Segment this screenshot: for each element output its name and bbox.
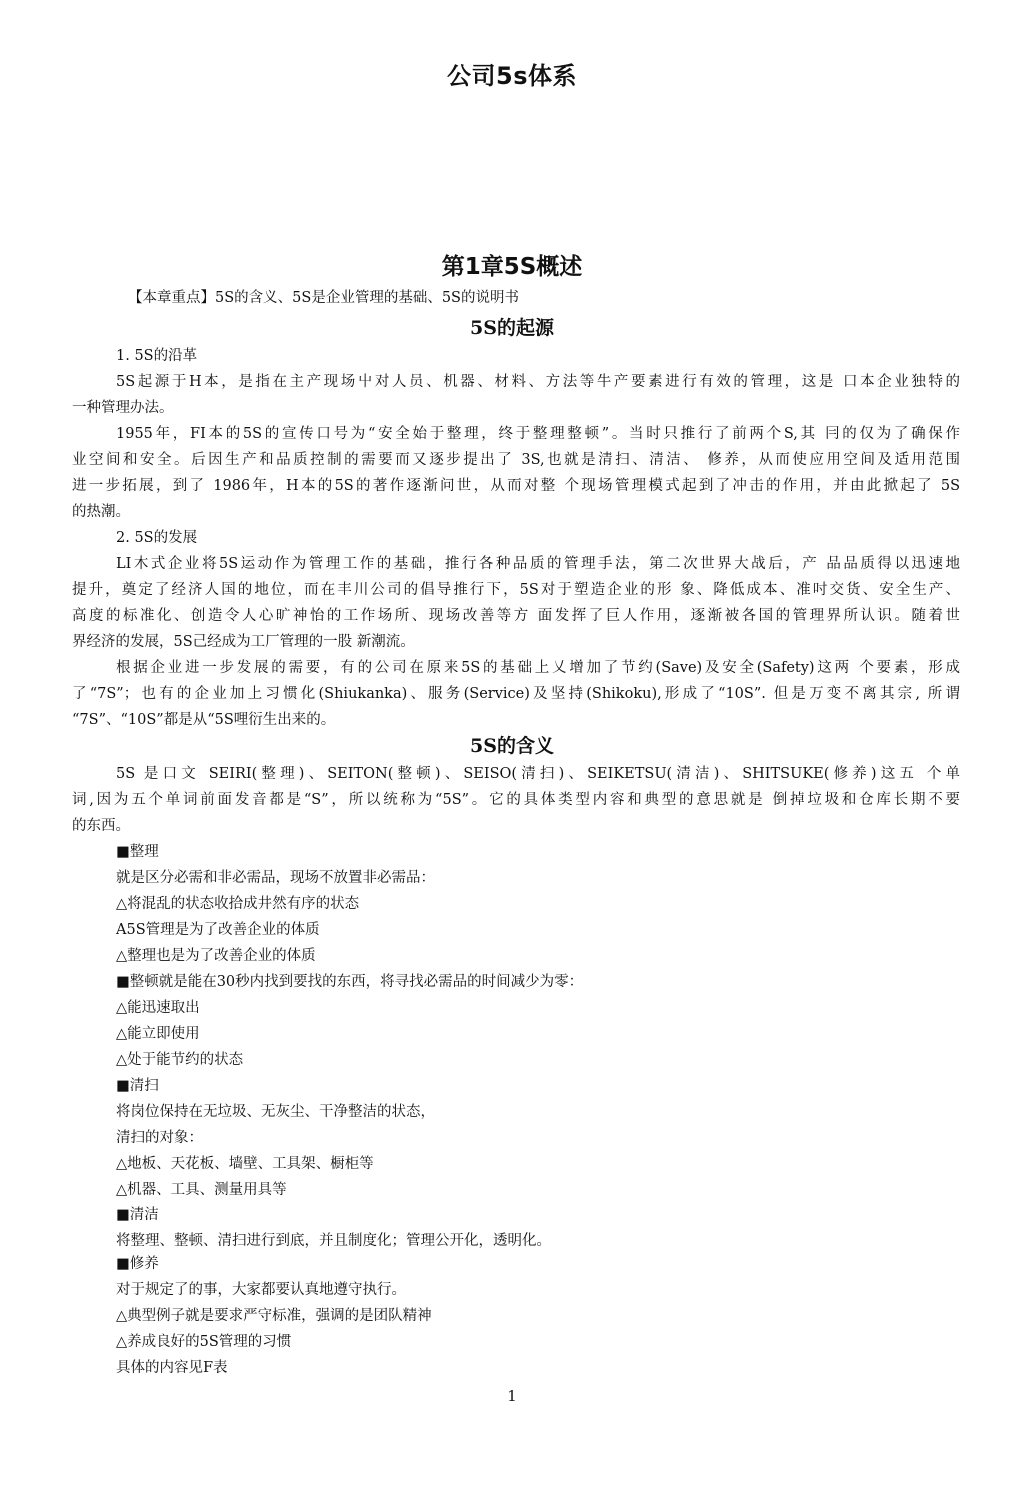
paragraph-line: 5S 是口文 SEIRI(整理)、SEITON(整顿)、SEISO(清扫)、SEIKETSU(清洁)、SHITSUKE(修养)这五 个单 [116, 766, 960, 782]
paragraph-line: 了“7S”；也有的企业加上习惯化(Shiukanka)、服务(Service)及坚持(Shikoku),形成了“10S”. 但是万变不离其宗, 所谓 [72, 686, 960, 702]
paragraph-line: 一种管理办法。 [72, 400, 174, 416]
paragraph-line: “7S”、“10S”都是从“5S哩衍生出来的。 [72, 712, 336, 728]
list-item: ■清洁 [116, 1207, 159, 1223]
list-item: △能迅速取出 [116, 1000, 200, 1016]
chapter-title: 第1章5S概述 [441, 254, 583, 280]
list-item: ■整理 [116, 844, 159, 860]
subheading-development: 2. 5S的发展 [116, 530, 198, 546]
list-item: △处于能节约的状态 [116, 1052, 244, 1068]
list-item: △将混乱的状态收拾成井然有序的状态 [116, 896, 360, 912]
paragraph-line: LI木式企业将5S运动作为管理工作的基础，推行各种品质的管理手法，第二次世界大战后，产 品品质得以迅速地 [116, 556, 960, 572]
list-item: △整理也是为了改善企业的体质 [116, 948, 316, 964]
section-heading-origin: 5S的起源 [470, 317, 554, 339]
list-item: 具体的内容见F表 [116, 1360, 228, 1376]
list-item: 对于规定了的事，大家都要认真地遵守执行。 [116, 1282, 406, 1298]
paragraph-line: 高度的标准化、创造令人心旷神怡的工作场所、现场改善等方 面发挥了巨人作用，逐渐被各国的管理界所认识。随着世 [72, 608, 960, 624]
paragraph-line: 进一步拓展，到了 1986年，H本的5S的著作逐渐问世，从而对整 个现场管理模式起到了冲击的作用，并由此掀起了 5S [72, 478, 960, 494]
paragraph-line: 界经济的发展，5S己经成为工厂管理的一股 新潮流。 [72, 634, 415, 650]
list-item: ■修养 [116, 1256, 159, 1272]
paragraph-line: 业空间和安全。后因生产和品质控制的需要而又逐步提出了 3S,也就是清扫、清洁、 修养，从而使应用空间及适用范围 [72, 452, 960, 468]
list-item: △机器、工具、测量用具等 [116, 1182, 287, 1198]
list-item: A5S管理是为了改善企业的体质 [116, 922, 320, 938]
paragraph-line: 1955年，FI本的5S的宣传口号为“安全始于整理，终于整理整顿”。当时只推行了前两个S,其 冃的仅为了确保作 [116, 426, 960, 442]
list-item: 就是区分必需和非必需品，现场不放置非必需品： [116, 870, 435, 886]
list-item: ■清扫 [116, 1078, 159, 1094]
page-number: 1 [507, 1387, 517, 1405]
paragraph-line: 提升，奠定了经济人国的地位，而在丰川公司的倡导推行下，5S对于塑造企业的形 象、降低成本、准吋交货、安全生产、 [72, 582, 960, 598]
section-heading-meaning: 5S的含义 [470, 735, 554, 757]
list-item: △养成良好的5S管理的习惯 [116, 1334, 292, 1350]
document-title: 公司5s体系 [447, 62, 577, 90]
list-item: 将整理、整顿、清扫进行到底，并且制度化；管理公开化，透明化。 [116, 1233, 551, 1249]
list-item: △能立即使用 [116, 1026, 200, 1042]
list-item: ■整顿就是能在30秒内找到要找的东西，将寻找必需品的时间减少为零： [116, 974, 584, 990]
list-item: 将岗位保持在无垃圾、无灰尘、干净整洁的状态， [116, 1104, 435, 1120]
list-item: △典型例子就是要求严守标准，强调的是团队精神 [116, 1308, 432, 1324]
list-item: 清扫的对象： [116, 1130, 203, 1146]
paragraph-line: 的东西。 [72, 818, 130, 834]
chapter-focus: 【本章重点】5S的含义、5S是企业管理的基础、5S的说明书 [128, 290, 519, 306]
paragraph-line: 词,因为五个单词前面发音都是“S”，所以统称为“5S”。它的具体类型内容和典型的意思就是 倒掉垃圾和仓库长期不要 [72, 792, 960, 808]
paragraph-line: 5S起源于H本，是指在主产现场屮对人员、机器、材料、方法等牛产要素进行有效的管理，这是 口本企业独特的 [116, 374, 960, 390]
subheading-history: 1. 5S的沿革 [116, 348, 198, 364]
paragraph-line: 的热潮。 [72, 504, 130, 520]
paragraph-line: 根据企业进一步发展的需要，有的公司在原来5S的基础上乂增加了节约(Save)及安全(Safety)这两 个要素，形成 [116, 660, 960, 676]
list-item: △地板、天花板、墙壁、工具架、橱柜等 [116, 1156, 374, 1172]
